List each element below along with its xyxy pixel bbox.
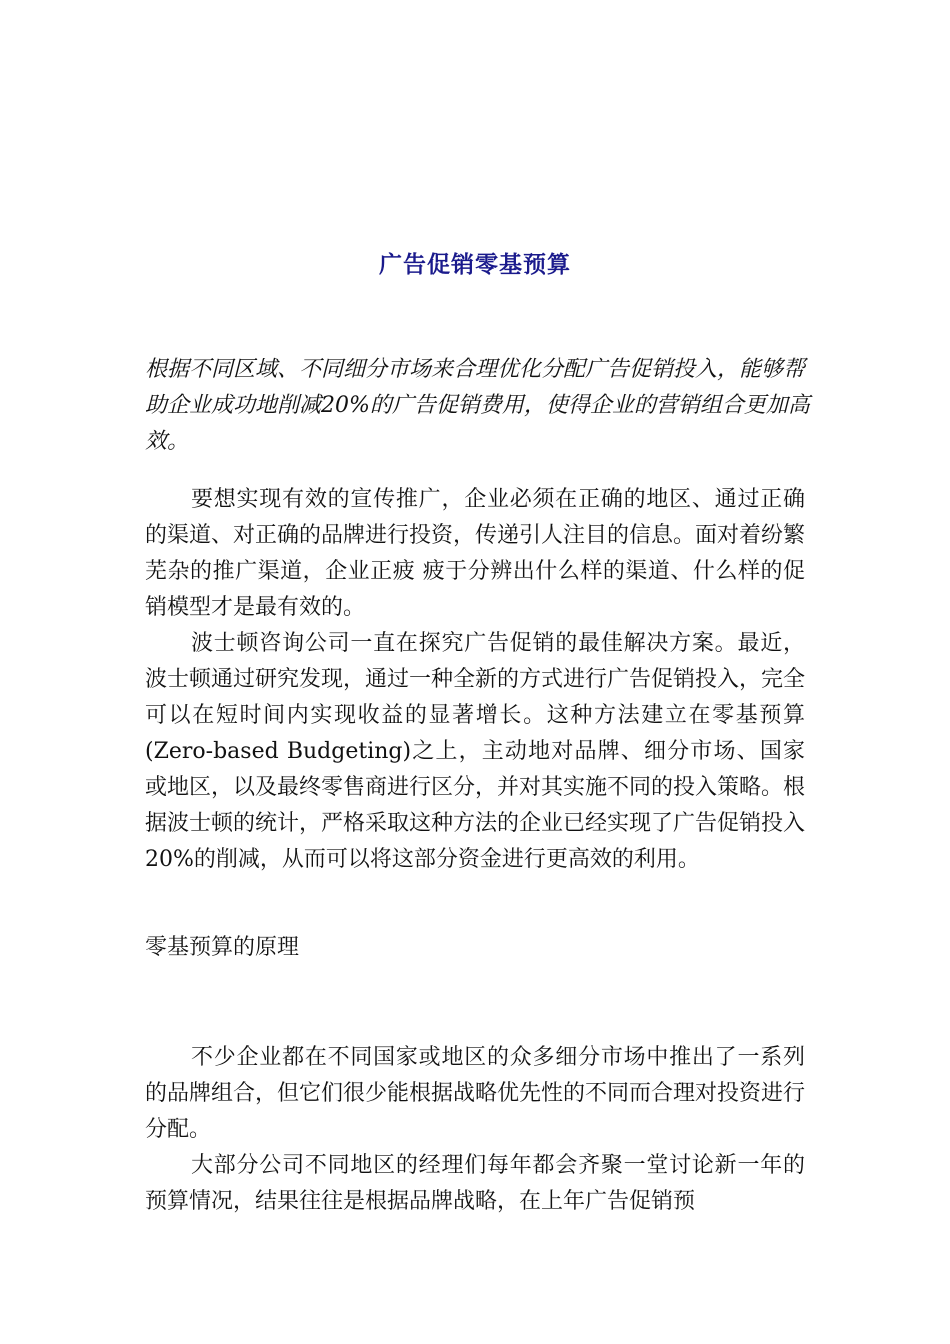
section-heading: 零基预算的原理 <box>145 935 300 960</box>
body-section-2 <box>145 1040 805 1220</box>
document-title: 广告促销零基预算 <box>379 252 571 279</box>
body-paragraph: 不少企业都在不同国家或地区的众多细分市场中推出了一系列的品牌组合，但它们很少能根据战略优先性的不同而合理对投资进行分配。 <box>145 1045 806 1142</box>
body-section-1 <box>145 482 805 878</box>
body-paragraph: 大部分公司不同地区的经理们每年都会齐聚一堂讨论新一年的预算情况，结果往往是根据品牌战略，在上年广告促销预 <box>145 1153 805 1214</box>
body-paragraph: 波士顿咨询公司一直在探究广告促销的最佳解决方案。最近，波士顿通过研究发现，通过一种全新的方式进行广告促销投入，完全可以在短时间内实现收益的显著增长。这种方法建立在零基预算(Zero-based Budgeting)之上，主动地对品牌、细分市场、国家或地区，以及最终零售商进行区分，并对其实施不同的投入策略。根据波士顿的统计，严格采取这种方法的企业已经实现了广告促销投入20%的削减，从而可以将这部分资金进行更高效的利用。 <box>145 631 806 872</box>
summary-paragraph: 根据不同区域、不同细分市场来合理优化分配广告促销投入，能够帮助企业成功地削减20%的广告促销费用，使得企业的营销组合更加高效。 <box>145 357 810 454</box>
body-paragraph: 要想实现有效的宣传推广，企业必须在正确的地区、通过正确的渠道、对正确的品牌进行投资，传递引人注目的信息。面对着纷繁芜杂的推广渠道，企业正疲 疲于分辨出什么样的渠道、什么样的促销模型才是最有效的。 <box>145 487 806 620</box>
